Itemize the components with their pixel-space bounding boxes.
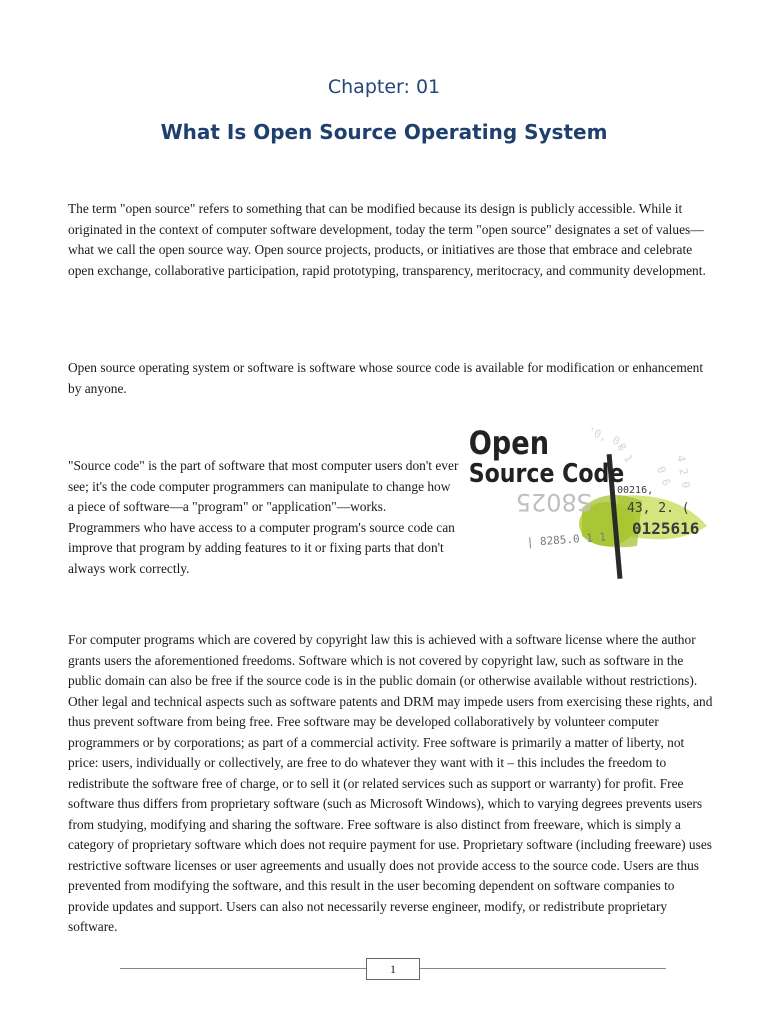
page-title: What Is Open Source Operating System: [160, 120, 608, 144]
svg-text:4 2 0: 4 2 0: [674, 454, 693, 490]
svg-text:00216,: 00216,: [617, 485, 654, 496]
open-source-code-logo: [467, 416, 727, 586]
logo-open-text: Open: [468, 424, 550, 463]
definition-paragraph: Open source operating system or software is software whose source code is available for modification or enhancement by anyone.: [68, 360, 704, 396]
source-code-paragraph: "Source code" is the part of software that most computer users don't ever see; it's the code computer programmers can manipulate to change how a piece of software—a "program" or "application"—works. Programmers who have access to a computer program's source code can improve that program by adding features to it or fixing parts that don't always work correctly.: [68, 458, 459, 576]
svg-text:0125616: 0125616: [632, 519, 700, 538]
svg-text:0 6: 0 6: [654, 464, 674, 488]
chapter-heading: Chapter: 01: [327, 76, 441, 98]
svg-text:43, 2. (: 43, 2. (: [627, 501, 690, 516]
page-number: 1: [366, 958, 420, 980]
svg-text:'0, 0,: '0, 0,: [585, 424, 628, 451]
logo-source-code-text: Source Code: [468, 458, 625, 489]
svg-text:8 1: 8 1: [614, 441, 636, 465]
logo-reflection-text: S8025: [515, 488, 592, 516]
logo-small-digits: | 8285.0 1 1: [526, 530, 607, 549]
free-software-paragraph: For computer programs which are covered by copyright law this is achieved with a software license where the author grants users the aforementioned freedoms. Software which is not covered by copyright law, such as software in the public domain can also be free if the source code is in the public domain (or otherwise available without restrictions). Other legal and technical aspects such as software patents and DRM may impede users from exercising these rights, and thus prevent software from being free. Free software may be developed collaboratively by volunteer computer programmers or by corporations; as part of a commercial activity. Free software is primarily a matter of liberty, not price: users, individually or collectively, are free to do whatever they want with it – this includes the freedom to redistribute the software free of charge, or to sell it (or related services such as support or warranty) for profit. Free software thus differs from proprietary software (such as Microsoft Windows), which to varying degrees prevents users from studying, modifying and sharing the software. Free software is also distinct from freeware, which is simply a category of proprietary software which does not require payment for use. Proprietary software (including freeware) uses restrictive software licenses or user agreements and usually does not provide access to the source code. Users are thus prevented from modifying the software, and this result in the user becoming dependent on software companies to provide updates and support. Users can also not necessarily reverse engineer, modify, or redistribute proprietary software.: [68, 632, 713, 934]
intro-paragraph: The term "open source" refers to something that can be modified because its design is publicly accessible. While it originated in the context of computer software development, today the term "open source" designates a set of values—what we call the open source way. Open source projects, products, or initiatives are those that embrace and celebrate open exchange, collaborative participation, rapid prototyping, transparency, meritocracy, and community development.: [68, 201, 706, 278]
source-code-section: [68, 424, 719, 592]
